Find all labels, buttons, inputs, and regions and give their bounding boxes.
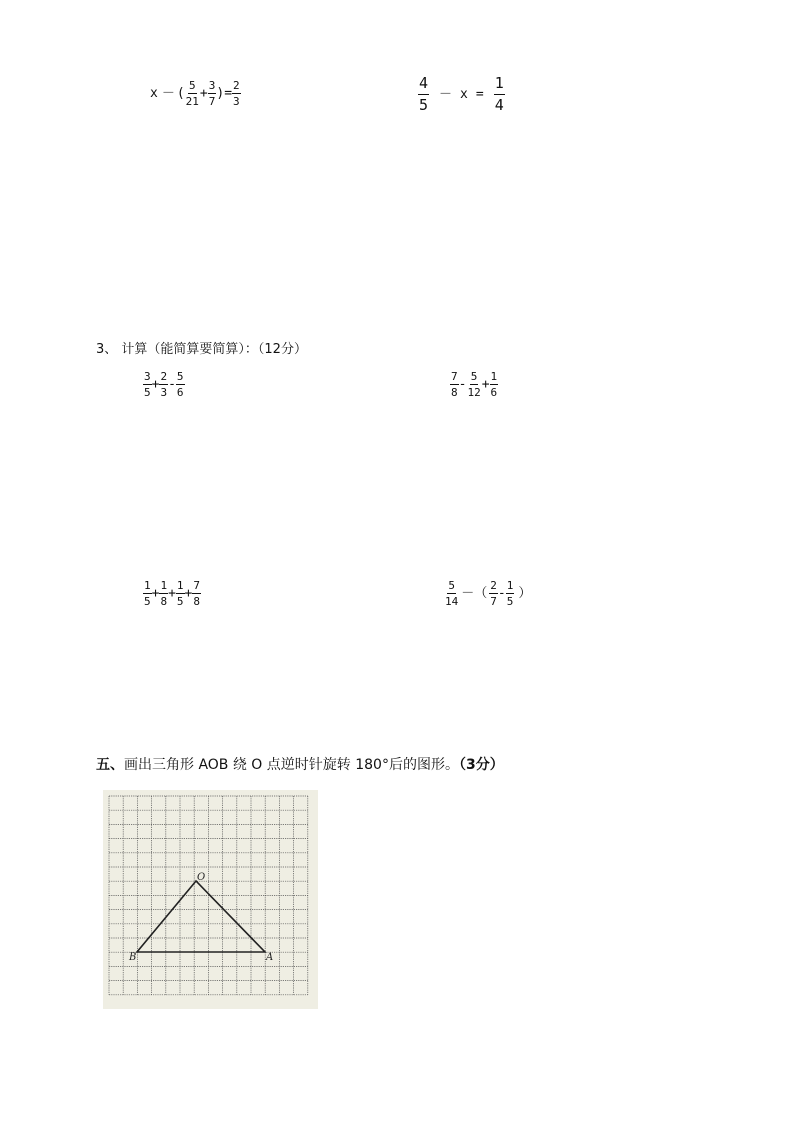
numerator: 1 bbox=[490, 370, 498, 383]
denominator: 8 bbox=[160, 595, 168, 608]
numerator: 7 bbox=[451, 370, 458, 383]
fraction bbox=[418, 76, 429, 113]
plus-sign: + bbox=[199, 86, 208, 101]
section-number: 五、 bbox=[96, 757, 124, 773]
fraction bbox=[490, 371, 499, 398]
operator: + bbox=[481, 377, 490, 392]
problem-2 bbox=[450, 371, 498, 398]
fraction bbox=[232, 80, 241, 107]
section-instruction: 画出三角形 AOB 绕 O 点逆时针旋转 180°后的图形。 bbox=[124, 757, 459, 773]
fraction bbox=[506, 580, 515, 607]
denominator: 14 bbox=[445, 595, 459, 608]
equals-sign: = bbox=[475, 87, 484, 102]
numerator: 1 bbox=[176, 579, 184, 592]
numerator: 3 bbox=[208, 79, 216, 92]
numerator: 1 bbox=[494, 76, 505, 95]
denominator: 4 bbox=[494, 96, 504, 114]
section-3-heading: 3、 计算（能简算要简算）：（12分） bbox=[96, 342, 307, 357]
fraction bbox=[143, 580, 152, 607]
fraction bbox=[494, 76, 505, 113]
numerator: 3 bbox=[144, 370, 151, 383]
open-paren: ( bbox=[176, 86, 185, 101]
fraction bbox=[159, 371, 168, 398]
numerator: 4 bbox=[418, 76, 429, 95]
fraction bbox=[208, 80, 217, 107]
numerator: 2 bbox=[160, 370, 168, 383]
problem-3 bbox=[143, 580, 201, 607]
numerator: 5 bbox=[188, 79, 196, 92]
denominator: 6 bbox=[176, 386, 184, 399]
rotation-grid-figure bbox=[103, 790, 318, 1009]
minus-sign: － bbox=[161, 86, 175, 101]
numerator: 1 bbox=[506, 579, 514, 592]
fraction bbox=[466, 371, 481, 398]
var-x: x bbox=[150, 86, 158, 101]
close-paren: ） bbox=[518, 586, 532, 601]
numerator: 2 bbox=[490, 579, 497, 592]
fraction bbox=[176, 580, 185, 607]
denominator: 5 bbox=[144, 386, 151, 399]
denominator: 7 bbox=[490, 595, 497, 608]
minus-sign: － bbox=[439, 87, 453, 102]
numerator: 1 bbox=[160, 579, 168, 592]
var-x: x bbox=[460, 87, 468, 102]
denominator: 12 bbox=[467, 386, 481, 399]
denominator: 3 bbox=[233, 95, 240, 108]
label-a: A bbox=[266, 952, 274, 963]
fraction bbox=[159, 580, 168, 607]
denominator: 8 bbox=[193, 595, 200, 608]
denominator: 7 bbox=[208, 95, 216, 108]
operator: + bbox=[184, 586, 193, 601]
operator: - bbox=[168, 377, 176, 392]
operator: + bbox=[168, 586, 176, 601]
label-o: O bbox=[197, 872, 206, 883]
denominator: 5 bbox=[176, 595, 184, 608]
operator: - bbox=[458, 377, 467, 392]
grid-background bbox=[103, 790, 318, 1009]
denominator: 6 bbox=[490, 386, 498, 399]
label-b: B bbox=[129, 952, 137, 963]
operator: - bbox=[497, 586, 506, 601]
numerator: 5 bbox=[176, 370, 184, 383]
fraction bbox=[489, 580, 498, 607]
equation-1 bbox=[150, 80, 241, 107]
denominator: 5 bbox=[144, 595, 151, 608]
fraction bbox=[176, 371, 185, 398]
numerator: 5 bbox=[470, 370, 478, 383]
operator: －（ bbox=[461, 586, 488, 601]
problem-4 bbox=[444, 580, 531, 607]
close-paren-equals: )= bbox=[216, 86, 233, 101]
denominator: 5 bbox=[419, 96, 429, 114]
denominator: 8 bbox=[451, 386, 458, 399]
denominator: 3 bbox=[160, 386, 168, 399]
fraction bbox=[143, 371, 152, 398]
operator: + bbox=[151, 586, 160, 601]
section-points: （3分） bbox=[458, 757, 504, 773]
fraction bbox=[192, 580, 201, 607]
denominator: 5 bbox=[506, 595, 514, 608]
numerator: 1 bbox=[144, 579, 151, 592]
equation-2 bbox=[418, 76, 505, 113]
fraction bbox=[185, 80, 200, 107]
grid-svg bbox=[103, 790, 318, 1009]
operator: + bbox=[151, 377, 160, 392]
section-5-heading bbox=[96, 754, 504, 774]
numerator: 2 bbox=[233, 79, 240, 92]
numerator: 5 bbox=[448, 579, 455, 592]
fraction bbox=[450, 371, 459, 398]
numerator: 7 bbox=[193, 579, 200, 592]
problem-1 bbox=[143, 371, 185, 398]
denominator: 21 bbox=[185, 95, 199, 108]
fraction bbox=[444, 580, 459, 607]
